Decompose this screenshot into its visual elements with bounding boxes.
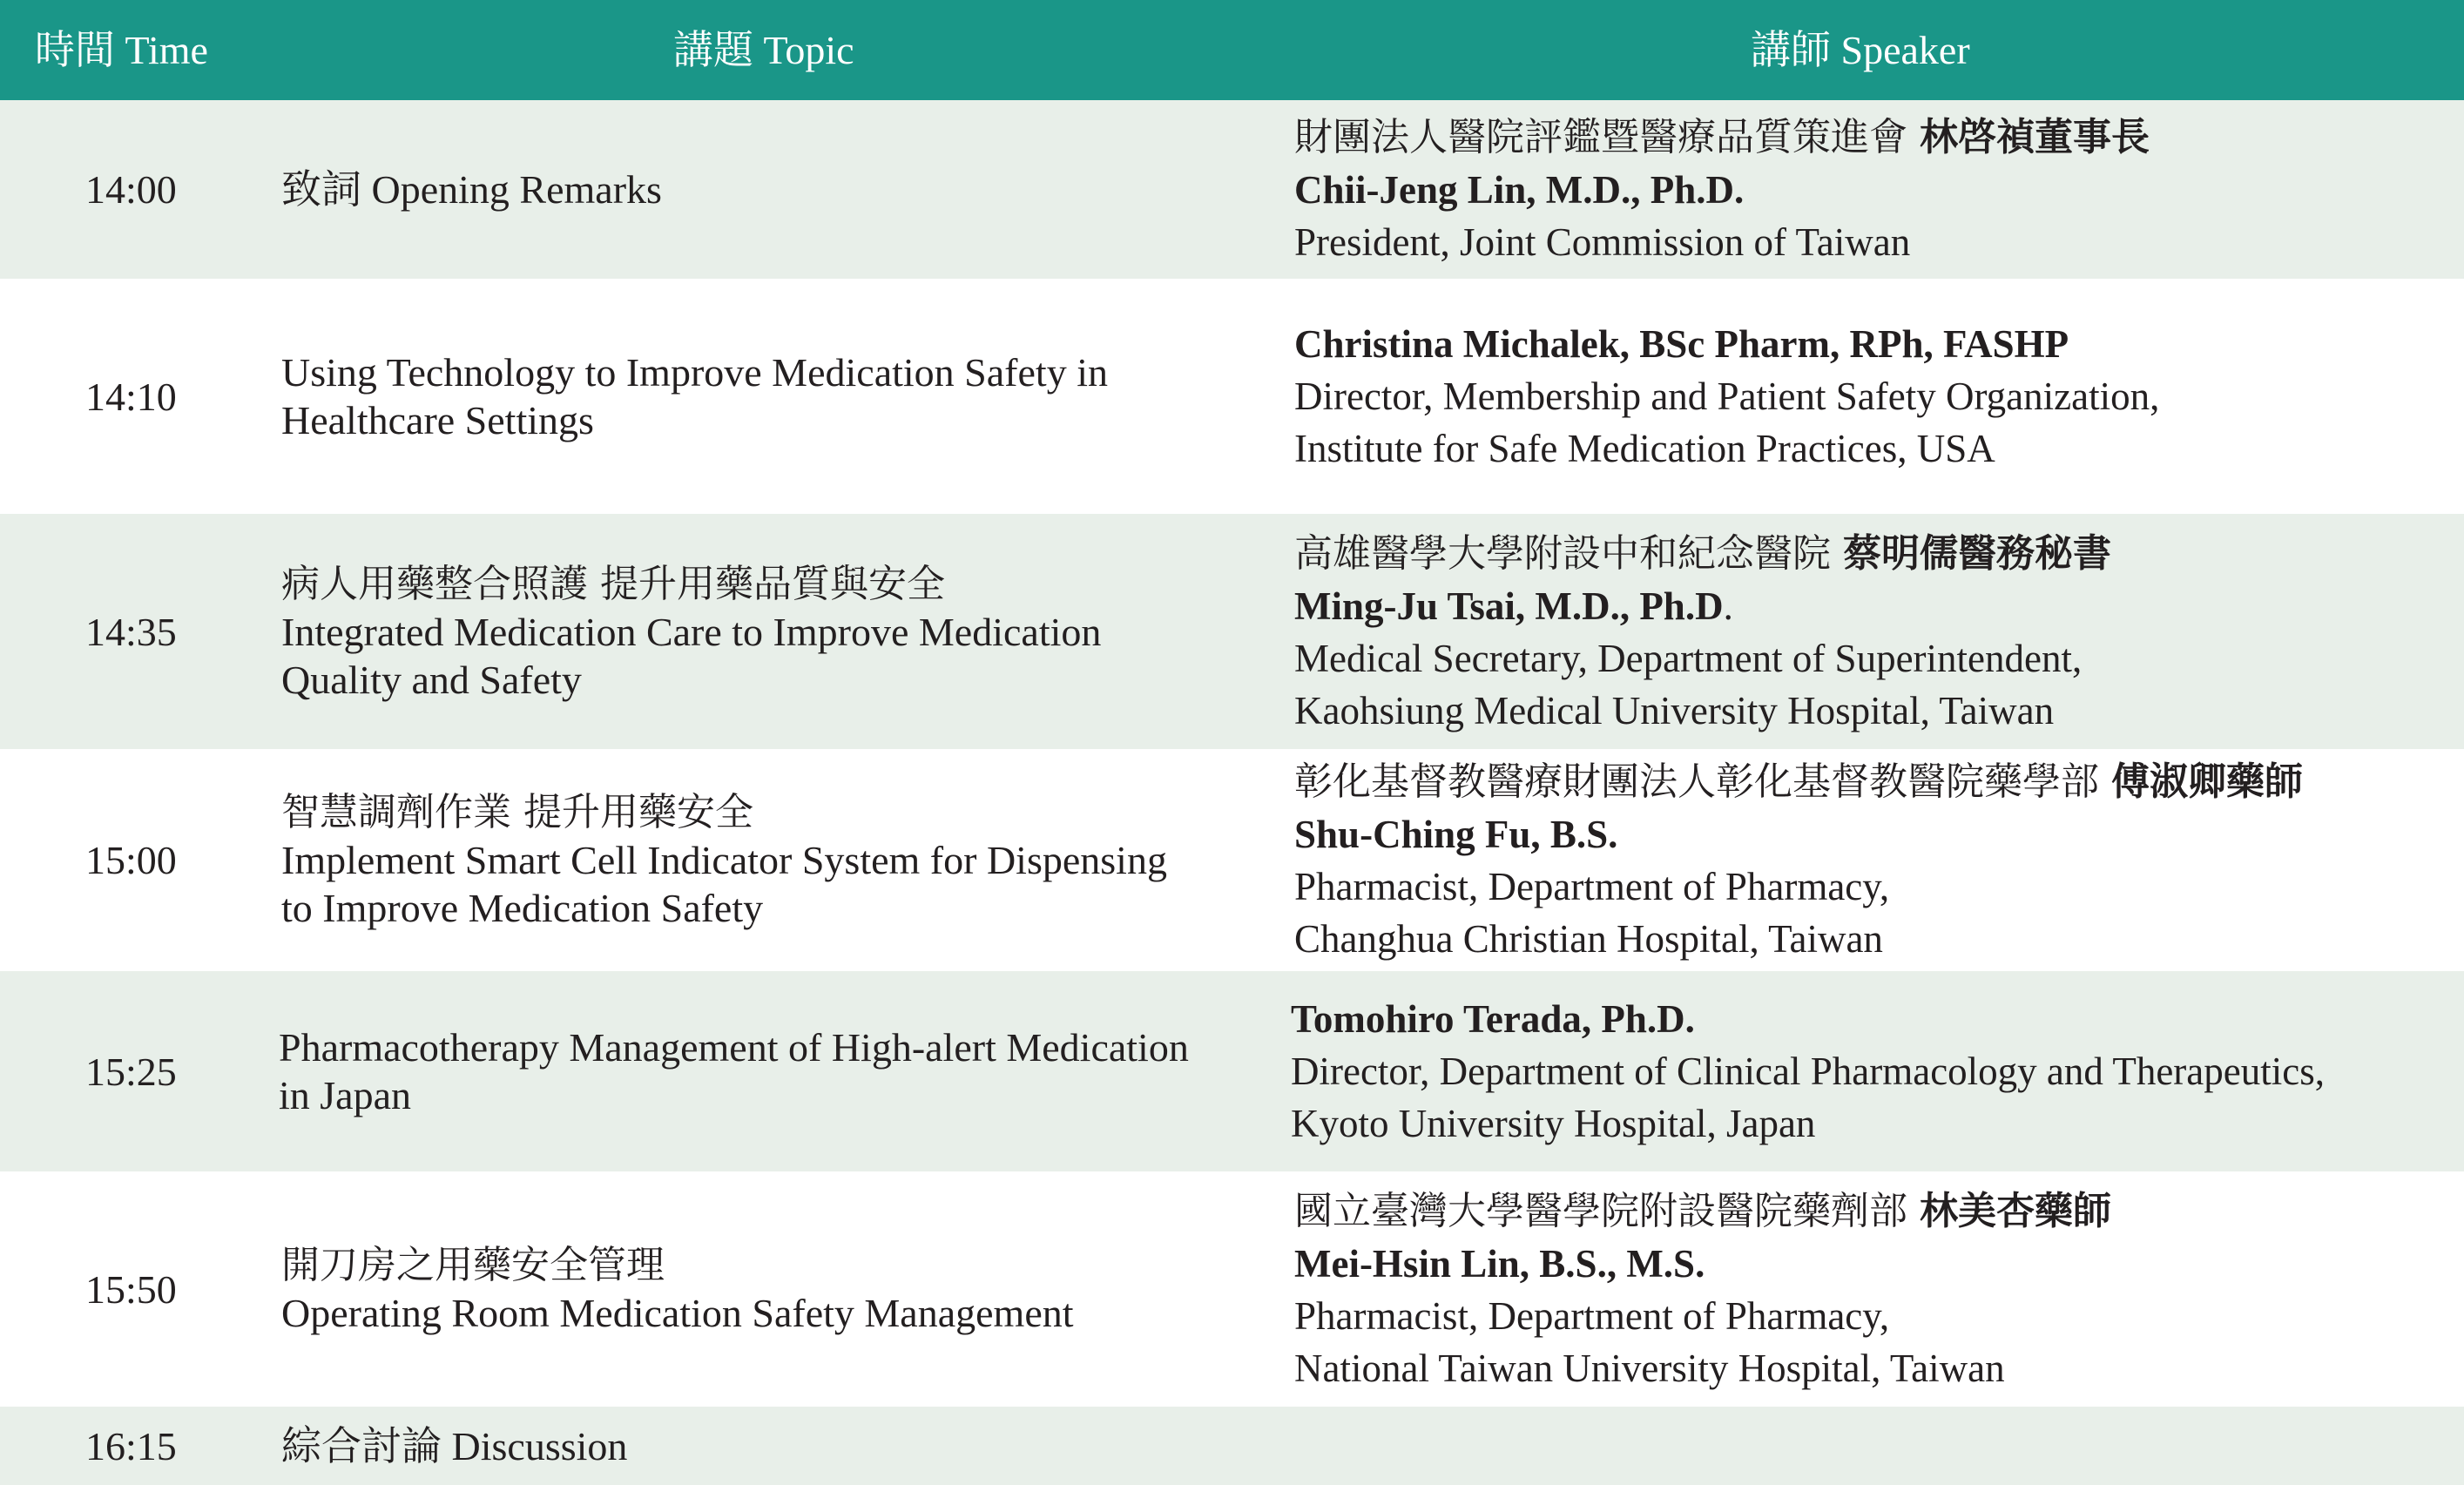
topic-cell	[281, 514, 1266, 749]
speaker-name-zh: 林美杏藥師	[1920, 1188, 2111, 1233]
topic-title-zh: 開刀房之用藥安全管理	[281, 1243, 665, 1287]
topic-cell	[281, 1407, 1266, 1485]
table-row	[0, 749, 2464, 971]
speaker-title-line-1: Medical Secretary, Department of Superintendent,	[1294, 636, 2083, 680]
speaker-org-zh: 國立臺灣大學醫學院附設醫院藥劑部	[1294, 1188, 1920, 1233]
topic-cell	[281, 279, 1266, 514]
time-value: 14:35	[85, 609, 177, 654]
speaker-title-line-2: Kyoto University Hospital, Japan	[1291, 1102, 1816, 1145]
topic-title-zh: 病人用藥整合照護 提升用藥品質與安全	[281, 561, 945, 606]
speaker-name-zh: 蔡明儒醫務秘書	[1843, 530, 2111, 576]
table-row	[0, 971, 2464, 1171]
time-cell	[85, 1171, 225, 1407]
speaker-name: Ming-Ju Tsai, M.D., Ph.D	[1294, 584, 1724, 628]
time-value: 16:15	[85, 1423, 177, 1468]
topic-title-line-1: Using Technology to Improve Medication Safety in	[281, 350, 1108, 395]
header-topic: 講題 Topic	[673, 28, 854, 72]
speaker-name-zh: 林啓禎董事長	[1920, 115, 2150, 159]
time-value: 14:10	[85, 374, 177, 419]
speaker-zh-line	[1294, 755, 2453, 808]
speaker-name-suffix: .	[1723, 584, 1733, 628]
speaker-org-zh: 彰化基督教醫療財團法人彰化基督教醫院藥學部	[1294, 759, 2111, 804]
time-cell	[85, 100, 225, 279]
speaker-name-line	[1294, 580, 2453, 632]
speaker-title-line-2: Changhua Christian Hospital, Taiwan	[1294, 917, 1883, 961]
topic-title: 綜合討論 Discussion	[281, 1423, 628, 1468]
speaker-name: Christina Michalek, BSc Pharm, RPh, FASHP	[1294, 322, 2069, 366]
time-value: 15:50	[85, 1266, 177, 1312]
topic-cell	[281, 100, 1266, 279]
speaker-title-line-2: National Taiwan University Hospital, Taiwan	[1294, 1346, 2005, 1390]
time-cell	[85, 971, 225, 1171]
speaker-zh-line	[1294, 111, 2453, 164]
header-time: 時間 Time	[35, 28, 208, 72]
topic-title-line-2: to Improve Medication Safety	[281, 886, 764, 930]
table-row	[0, 1407, 2464, 1485]
topic-title-line-2: Quality and Safety	[281, 657, 582, 702]
speaker-title-line-1: Director, Membership and Patient Safety Organization,	[1294, 375, 2160, 418]
topic-title-line-1: Pharmacotherapy Management of High-alert Medication	[279, 1025, 1189, 1070]
speaker-cell	[1294, 279, 2453, 514]
speaker-title-line-1: Director, Department of Clinical Pharmacology and Therapeutics,	[1291, 1050, 2325, 1093]
speaker-cell	[1291, 971, 2449, 1171]
speaker-org-zh: 高雄醫學大學附設中和紀念醫院	[1294, 530, 1843, 576]
speaker-name: Mei-Hsin Lin, B.S., M.S.	[1294, 1241, 1705, 1286]
speaker-zh-line	[1294, 1185, 2453, 1238]
topic-title-line-1: Integrated Medication Care to Improve Medication	[281, 609, 1102, 654]
time-cell	[85, 279, 225, 514]
topic-title-line-1: Implement Smart Cell Indicator System for Dispensing	[281, 838, 1167, 882]
speaker-name: Tomohiro Terada, Ph.D.	[1291, 997, 1695, 1041]
topic-cell	[281, 1171, 1266, 1407]
topic-cell	[281, 749, 1266, 971]
speaker-name-zh: 傅淑卿藥師	[2110, 759, 2303, 804]
time-value: 15:00	[85, 838, 177, 882]
speaker-org-zh: 財團法人醫院評鑑暨醫療品質策進會	[1294, 115, 1920, 159]
header-speaker: 講師 Speaker	[1751, 28, 1970, 72]
speaker-title: President, Joint Commission of Taiwan	[1294, 220, 1911, 264]
table-row	[0, 279, 2464, 514]
speaker-cell	[1294, 100, 2453, 279]
table-row	[0, 1171, 2464, 1407]
time-cell	[85, 514, 225, 749]
speaker-name: Chii-Jeng Lin, M.D., Ph.D.	[1294, 168, 1745, 212]
topic-title: 致詞 Opening Remarks	[281, 167, 662, 212]
speaker-cell	[1294, 514, 2453, 749]
table-header	[0, 0, 2464, 100]
topic-cell	[279, 971, 1276, 1171]
speaker-title-line-2: Institute for Safe Medication Practices, USA	[1294, 427, 1995, 470]
time-value: 15:25	[85, 1049, 177, 1094]
time-cell	[85, 749, 225, 971]
speaker-title-line-1: Pharmacist, Department of Pharmacy,	[1294, 1293, 1890, 1338]
table-row	[0, 100, 2464, 279]
speaker-name: Shu-Ching Fu, B.S.	[1294, 813, 1618, 856]
topic-title-zh: 智慧調劑作業 提升用藥安全	[281, 790, 753, 834]
topic-title-line-2: Healthcare Settings	[281, 398, 594, 442]
speaker-cell	[1294, 749, 2453, 971]
speaker-title-line-1: Pharmacist, Department of Pharmacy,	[1294, 865, 1890, 908]
speaker-cell	[1294, 1171, 2453, 1407]
time-value: 14:00	[85, 167, 177, 212]
time-cell	[85, 1407, 225, 1485]
table-row	[0, 514, 2464, 749]
topic-title-line-2: in Japan	[279, 1073, 412, 1117]
speaker-title-line-2: Kaohsiung Medical University Hospital, Taiwan	[1294, 688, 2055, 732]
speaker-zh-line	[1294, 527, 2453, 580]
topic-title-line-1: Operating Room Medication Safety Management	[281, 1291, 1074, 1335]
